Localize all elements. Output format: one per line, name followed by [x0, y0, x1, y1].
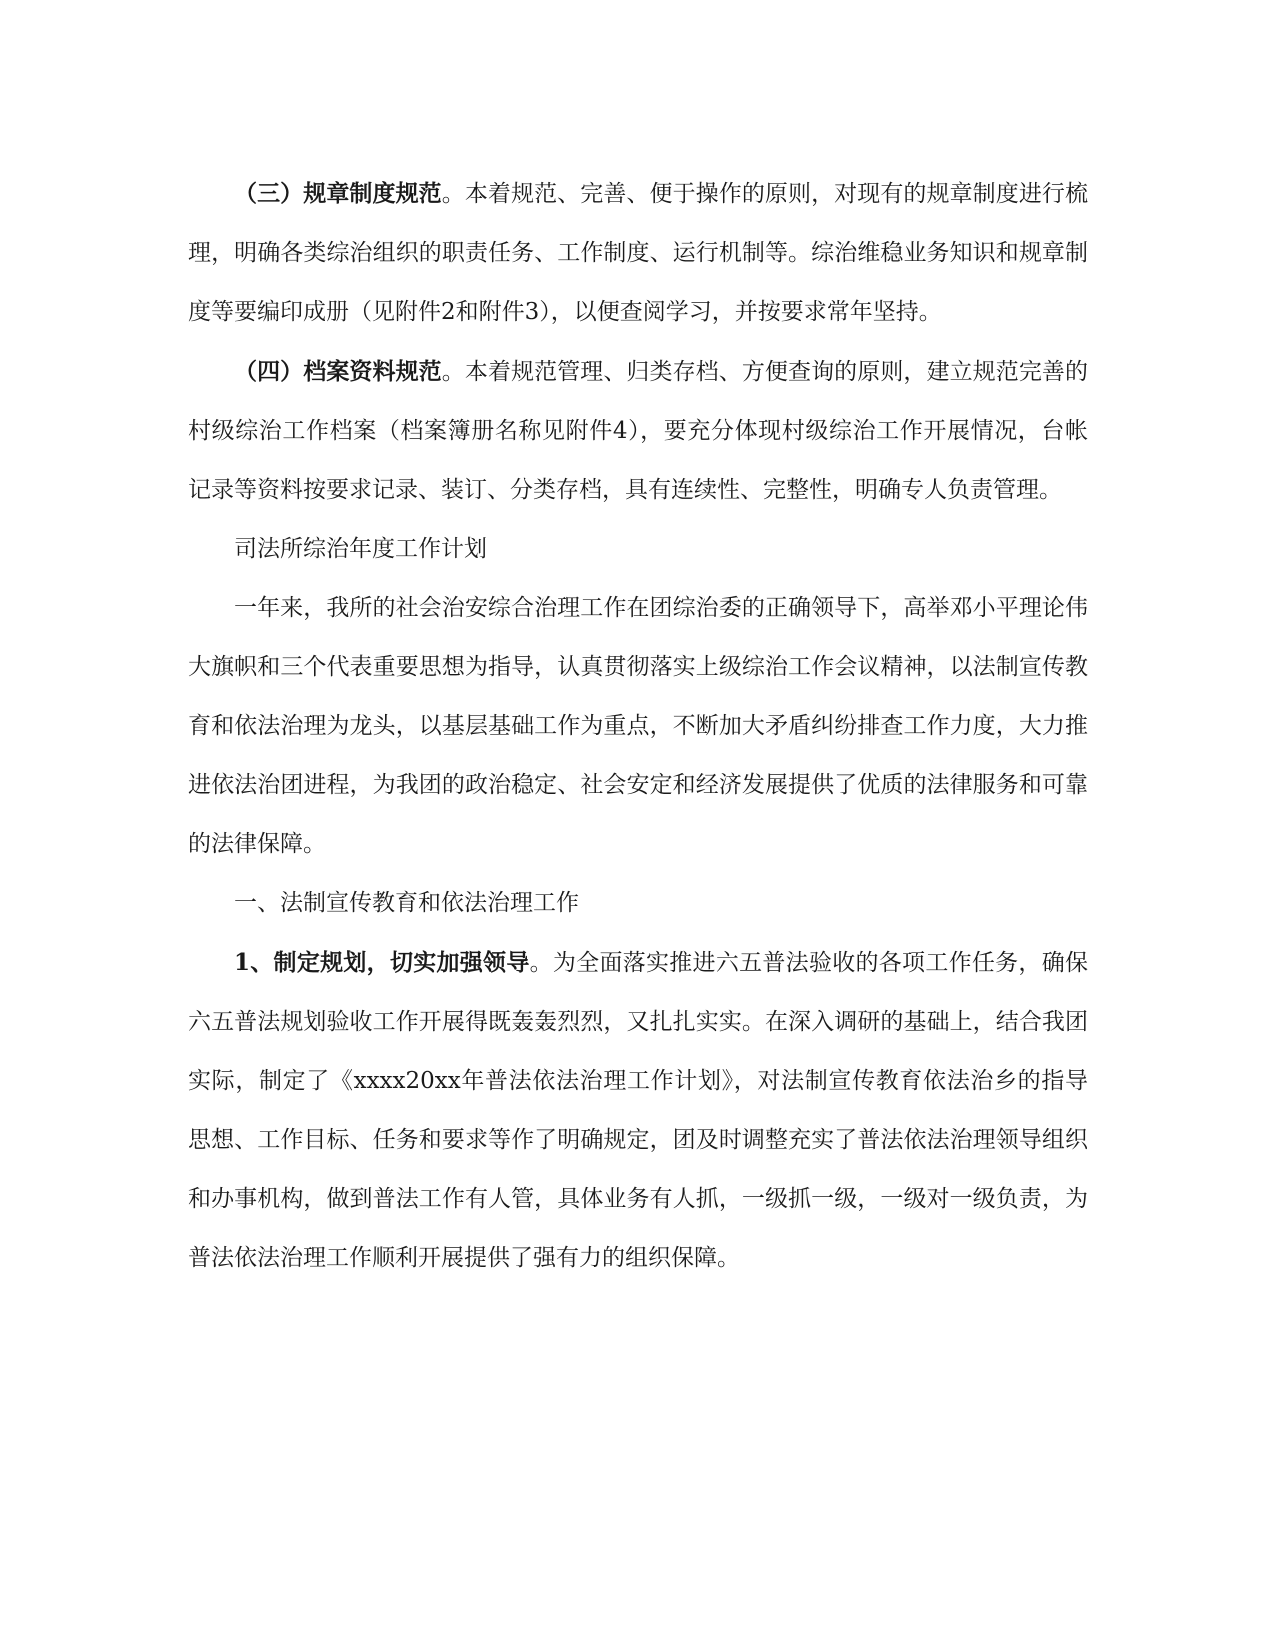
paragraph-rules-standard — [188, 164, 1088, 342]
paragraph-text: 。为全面落实推进六五普法验收的各项工作任务，确保六五普法规划验收工作开展得既轰轰烈烈，又扎扎实实。在深入调研的基础上，结合我团实际，制定了《xxxx20xx年普法依法治理工作计划》，对法制宣传教育依法治乡的指导思想、工作目标、任务和要求等作了明确规定，团及时调整充实了普法依法治理领导组织和办事机构，做到普法工作有人管，具体业务有人抓，一级抓一级，一级对一级负责，为普法依法治理工作顺利开展提供了强有力的组织保障。 — [188, 950, 1088, 1271]
document-body — [188, 164, 1088, 1288]
paragraph-text: 。本着规范管理、归类存档、方便查询的原则，建立规范完善的村级综治工作档案（档案簿册名称见附件4），要充分体现村级综治工作开展情况，台帐记录等资料按要求记录、装订、分类存档，具有连续性、完整性，明确专人负责管理。 — [188, 359, 1089, 503]
section-title — [188, 520, 1088, 579]
paragraph-lead: （三）规章制度规范 — [234, 180, 442, 207]
section-title-text: 司法所综治年度工作计划 — [234, 536, 487, 562]
paragraph-planning-leadership — [188, 933, 1088, 1288]
paragraph-archive-standard — [188, 342, 1088, 520]
paragraph-text: 。本着规范、完善、便于操作的原则，对现有的规章制度进行梳理，明确各类综治组织的职责任务、工作制度、运行机制等。综治维稳业务知识和规章制度等要编印成册（见附件2和附件3），以便查阅学习，并按要求常年坚持。 — [188, 181, 1089, 325]
paragraph-lead: （四）档案资料规范 — [234, 358, 442, 385]
section-heading-legal-education — [188, 874, 1088, 933]
paragraph-annual-summary — [188, 579, 1088, 874]
paragraph-text: 一年来，我所的社会治安综合治理工作在团综治委的正确领导下，高举邓小平理论伟大旗帜和三个代表重要思想为指导，认真贯彻落实上级综治工作会议精神，以法制宣传教育和依法治理为龙头，以基层基础工作为重点，不断加大矛盾纠纷排查工作力度，大力推进依法治团进程，为我团的政治稳定、社会安定和经济发展提供了优质的法律服务和可靠的法律保障。 — [188, 595, 1088, 857]
section-heading-text: 一、法制宣传教育和依法治理工作 — [234, 890, 579, 916]
paragraph-lead: 1、制定规划，切实加强领导 — [234, 949, 530, 976]
